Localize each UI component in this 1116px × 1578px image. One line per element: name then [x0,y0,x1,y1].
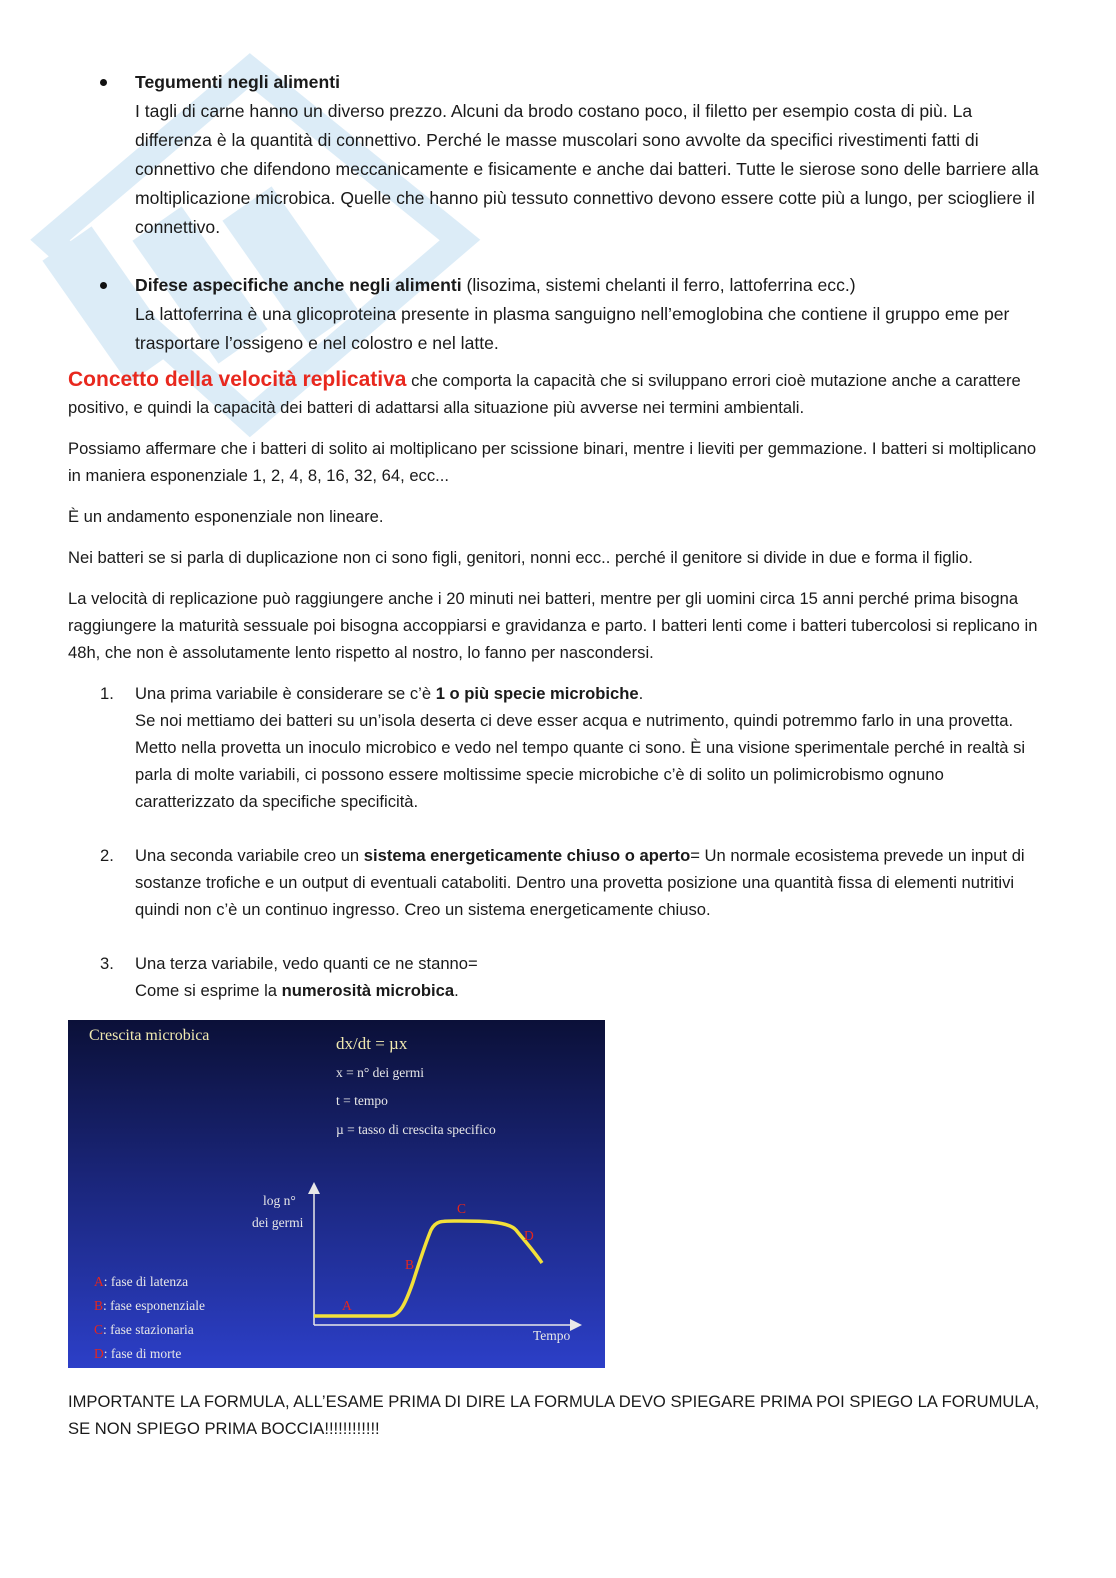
bullet-dot-icon [100,79,107,86]
legend-letter: B [94,1298,104,1313]
bullet-body: I tagli di carne hanno un diverso prezzo. Alcuni da brodo costano poco, il filetto per esempio costa di più. La differenza è la quantità di connettivo. Perché le masse muscolari sono avvolte da specifici rivestimenti fatti di connettivo che difendono meccanicamente e fisicamente e anche dai batteri. Tutte le sierose sono delle barriere alla moltiplicazione microbica. Quelle che hanno più tessuto connettivo devono essere cotte più a lungo, per sciogliere il connettivo. [135,101,1039,237]
y-axis-label: log n° [263,1193,296,1208]
slide-definition: t = tempo [336,1093,388,1108]
legend-text: : fase esponenziale [103,1298,205,1313]
slide-definition: µ = tasso di crescita specifico [336,1122,496,1137]
item-text: Una terza variabile, vedo quanti ce ne stanno= [135,954,478,973]
bullet-body: La lattoferrina è una glicoproteina presente in plasma sanguigno nell’emoglobina che contiene il gruppo eme per trasportare l’ossigeno e nel colostro e nel latte. [135,304,1010,353]
legend-item [94,1346,181,1361]
legend-letter: C [94,1322,104,1337]
curve-point-label: D [524,1228,534,1243]
section-intro [68,366,1043,421]
bullet-inline: (lisozima, sistemi chelanti il ferro, lattoferrina ecc.) [461,275,856,295]
bullet-item [68,271,1043,358]
item-number: 1. [100,684,114,703]
numbered-item [68,842,1043,923]
legend-item [94,1322,194,1337]
item-number: 3. [100,954,114,973]
paragraph: La velocità di replicazione può raggiungere anche i 20 minuti nei batteri, mentre per gli uomini circa 15 anni perché prima bisogna raggiungere la maturità sessuale poi bisogna accoppiarsi e gravidanza e parto. I batteri lenti come i batteri tubercolosi si replicano in 48h, che non è assolutamente lento rispetto al nostro, lo fanno per nascondersi. [68,589,1038,662]
item-body: Se noi mettiamo dei batteri su un’isola deserta ci deve esser acqua e nutrimento, quindi potremmo farlo in una provetta. Metto nella provetta un inoculo microbico e vedo nel tempo quante ci sono. È una visione sperimentale perché in realtà si parla di molte variabili, ci possono essere moltissime specie microbiche c’è di solito un polimicrobismo ognuno caratterizzato da specifiche specificità. [135,711,1026,811]
legend-letter: A [94,1274,104,1289]
legend-item [94,1298,205,1313]
legend-letter: D [94,1346,104,1361]
slide-definition: x = n° dei germi [336,1065,424,1080]
item-text-end: = Un normale ecosistema prevede un input di sostanze trofiche e un output di eventuali cataboliti. Dentro una provetta posizione una quantità fissa di elementi nutritivi quindi non c’è un continuo ingresso. Creo un sistema energeticamente chiuso. [135,846,1025,919]
section-heading-rest: che comporta la capacità che si sviluppano errori cioè mutazione anche a carattere positivo, e quindi la capacità dei batteri di adattarsi alla situazione più avverse nei termini ambientali. [68,371,1021,417]
curve-point-label: C [457,1201,467,1216]
bullet-title: Tegumenti negli alimenti [135,72,340,92]
item-body-end: . [454,981,459,1000]
curve-point-label: A [342,1298,352,1313]
item-number: 2. [100,846,114,865]
item-bold: sistema energeticamente chiuso o aperto [363,846,691,865]
item-text: Una prima variabile è considerare se c’è [135,684,436,703]
numbered-item [68,950,1043,1004]
item-bold: 1 o più specie microbiche [435,684,639,703]
slide-image [68,1020,605,1368]
paragraph: Nei batteri se si parla di duplicazione non ci sono figli, genitori, nonni ecc.. perché il genitore si divide in due e forma il figlio. [68,548,973,567]
numbered-item [68,680,1043,815]
bullet-title: Difese aspecifiche anche negli alimenti [135,275,462,295]
item-text-end: . [638,684,644,703]
y-axis-label: dei germi [252,1215,304,1230]
important-note: IMPORTANTE LA FORMULA, ALL’ESAME PRIMA DI DIRE LA FORMULA DEVO SPIEGARE PRIMA POI SPIEGO LA FORUMULA, SE NON SPIEGO PRIMA BOCCIA!!!!!!!!!!!! [68,1392,1040,1438]
paragraph: Possiamo affermare che i batteri di solito ai moltiplicano per scissione binari, mentre i lieviti per gemmazione. I batteri si moltiplicano in maniera esponenziale 1, 2, 4, 8, 16, 32, 64, ecc... [68,439,1037,485]
numbered-list [68,680,1043,1004]
item-body: Come si esprime la [135,981,282,1000]
slide-formula: dx/dt = µx [336,1034,408,1053]
bullet-dot-icon [100,282,107,289]
document-content [68,68,1043,1459]
legend-text: : fase di morte [103,1346,182,1361]
bullet-item [68,68,1043,242]
growth-curve-slide [68,1020,605,1368]
curve-point-label: B [405,1257,415,1272]
legend-item [94,1274,188,1289]
slide-title: Crescita microbica [89,1027,210,1044]
legend-text: : fase di latenza [103,1274,189,1289]
legend-text: : fase stazionaria [103,1322,194,1337]
paragraph: È un andamento esponenziale non lineare. [68,507,384,526]
item-text: Una seconda variabile creo un [135,846,364,865]
section-heading: Concetto della velocità replicativa [68,368,407,391]
x-axis-label: Tempo [533,1328,571,1343]
item-body-bold: numerosità microbica [281,981,455,1000]
bullet-list [68,68,1043,358]
